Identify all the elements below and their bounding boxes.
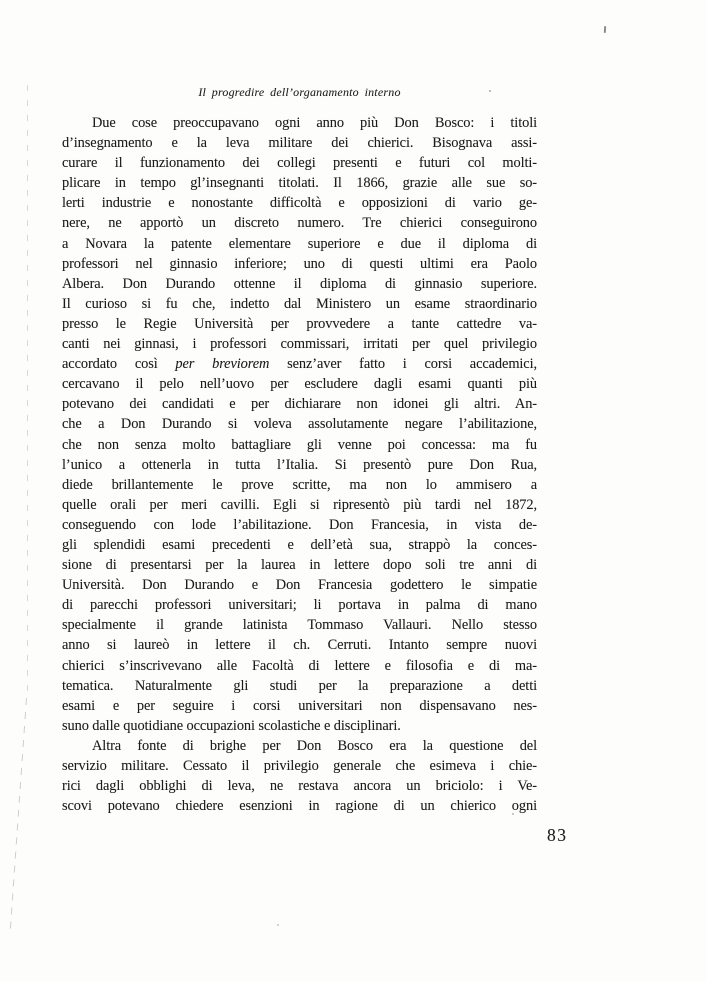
text-line: d’insegnamento e la leva militare dei chierici. Bisognava assi-: [62, 135, 537, 152]
page-number: 83: [547, 825, 568, 845]
text-line: potevano dei candidati e per dichiarare non idonei gli altri. An-: [62, 396, 537, 413]
text-line: conseguendo con lode l’abilitazione. Don Francesia, in vista de-: [62, 516, 537, 533]
text-line: Il curioso si fu che, indetto dal Ministero un esame straordinario: [62, 295, 537, 312]
text-line: servizio militare. Cessato il privilegio generale che esimeva i chie-: [62, 758, 537, 774]
body-text: [62, 113, 537, 816]
text-line: accordato così per breviorem senz’aver fatto i corsi accademici,: [62, 356, 537, 373]
text-line: tematica. Naturalmente gli studi per la preparazione a detti: [62, 677, 537, 694]
text-line: a Novara la patente elementare superiore e due il diploma di: [62, 235, 537, 252]
text-line: Albera. Don Durando ottenne il diploma di ginnasio superiore.: [62, 275, 537, 292]
text-line: presso le Regie Università per provvedere a tante cattedre va-: [62, 315, 537, 332]
text-line: cercavano il pelo nell’uovo per escludere dagli esami quanti più: [62, 376, 537, 393]
text-line: gli splendidi esami precedenti e dell’età sua, strappò la conces-: [62, 536, 537, 553]
text-line: che a Don Durando si voleva assolutamente negare l’abilitazione,: [62, 416, 537, 433]
text-line: sione di presentarsi per la laurea in lettere dopo soli tre anni di: [62, 557, 537, 574]
scan-edge-artifact-upper: [27, 85, 28, 700]
text-line: professori nel ginnasio inferiore; uno di questi ultimi era Paolo: [62, 255, 537, 272]
text-line: che non senza molto battagliare gli venne poi concessa: ma fu: [62, 436, 537, 453]
text-line: anno si laureò in lettere il ch. Cerruti. Intanto sempre nuovi: [62, 637, 537, 654]
text-line: plicare in tempo gl’insegnanti titolati. Il 1866, grazie alle sue so-: [62, 175, 537, 192]
text-line: esami e per seguire i corsi universitari non dispensavano nes-: [62, 697, 537, 714]
running-header: Il progredire dell’organamento interno: [198, 85, 401, 99]
text-line: specialmente il grande latinista Tommaso Vallauri. Nello stesso: [62, 617, 537, 634]
text-line: Università. Don Durando e Don Francesia godettero le simpatie: [62, 577, 537, 594]
scan-speck: [277, 924, 279, 926]
text-line: diede brillantemente le prove scritte, ma non lo ammisero a: [62, 476, 537, 493]
text-line: suno dalle quotidiane occupazioni scolastiche e disciplinari.: [62, 717, 401, 734]
text-line: di parecchi professori universitari; li portava in palma di mano: [62, 597, 537, 614]
scan-edge-artifact-lower: [10, 698, 27, 932]
text-line: rici dagli obblighi di leva, ne restava ancora un briciolo: i Ve-: [62, 778, 537, 795]
text-line: chierici s’inscrivevano alle Facoltà di lettere e filosofia e di ma-: [62, 657, 537, 674]
text-line: canti nei ginnasi, i professori commissari, irritati per quel privilegio: [62, 336, 537, 353]
text-line: l’unico a ottenerla in tutta l’Italia. Si presentò pure Don Rua,: [62, 456, 537, 473]
text-line: scovi potevano chiedere esenzioni in ragione di un chierico ogni: [62, 798, 537, 815]
text-line: lerti industrie e nonostante difficoltà e opposizioni di vario ge-: [62, 195, 537, 212]
text-line: quelle orali per meri cavilli. Egli si ripresentò più tardi nel 1872,: [62, 496, 537, 513]
text-line: nere, ne apportò un discreto numero. Tre chierici conseguirono: [62, 215, 537, 232]
scan-speck-top-right: [604, 26, 606, 33]
text-line: curare il funzionamento dei collegi presenti e futuri col molti-: [62, 155, 537, 172]
text-line: Altra fonte di brighe per Don Bosco era la questione del: [92, 737, 537, 754]
text-line: Due cose preoccupavano ogni anno più Don Bosco: i titoli: [92, 115, 537, 131]
